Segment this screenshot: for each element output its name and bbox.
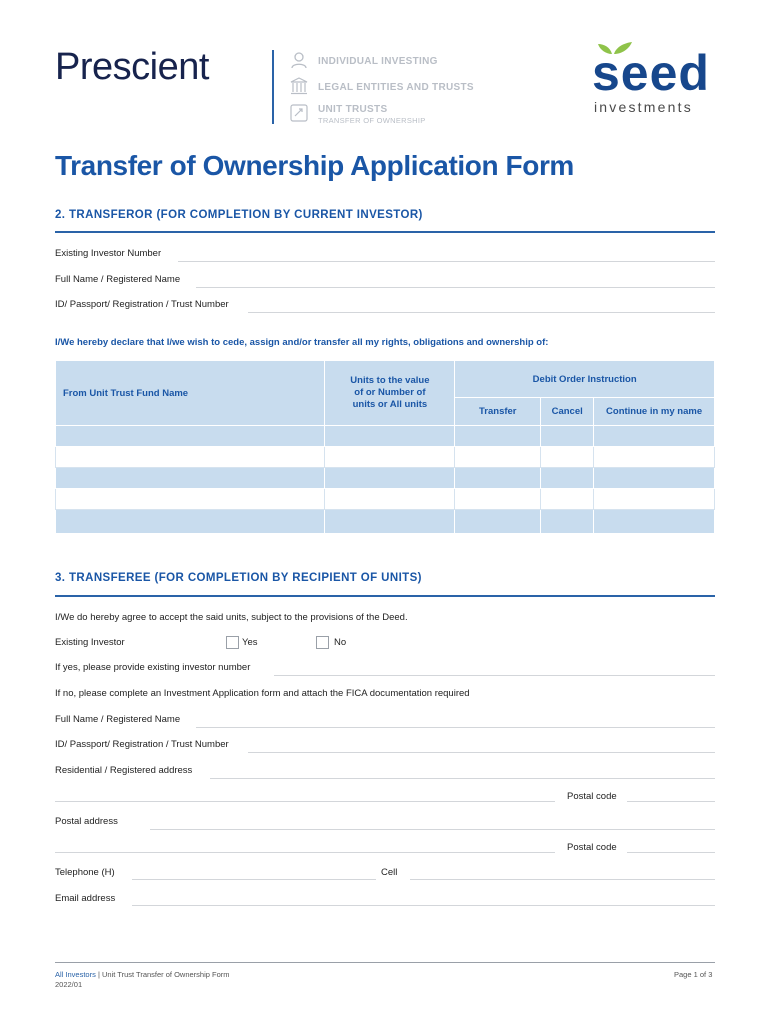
footer-link[interactable]: All Investors xyxy=(55,970,96,979)
transferee-full-name-field[interactable] xyxy=(196,727,715,728)
table-cell[interactable] xyxy=(325,468,455,489)
section-2-heading: 2. TRANSFEROR (FOR COMPLETION BY CURRENT INVESTOR) xyxy=(55,209,423,221)
page-title: Transfer of Ownership Application Form xyxy=(55,150,574,181)
transferee-id-field[interactable] xyxy=(248,752,715,753)
nav-unit-trusts: UNIT TRUSTS xyxy=(318,104,388,115)
col-continue: Continue in my name xyxy=(594,398,715,426)
full-name-label: Full Name / Registered Name xyxy=(55,274,181,285)
table-cell[interactable] xyxy=(56,426,325,447)
yes-label: Yes xyxy=(242,637,258,648)
table-row xyxy=(56,510,715,534)
footer-date: 2022/01 xyxy=(55,980,83,989)
table-cell[interactable] xyxy=(594,468,715,489)
email-label: Email address xyxy=(55,893,116,904)
telephone-field[interactable] xyxy=(132,879,376,880)
col-debit-order: Debit Order Instruction xyxy=(455,361,715,398)
table-cell[interactable] xyxy=(325,510,455,534)
seed-logo: seed xyxy=(592,45,710,101)
postal-address-label: Postal address xyxy=(55,816,118,827)
nav-individual-investing: INDIVIDUAL INVESTING xyxy=(318,56,438,67)
footer-doc-info xyxy=(55,970,230,979)
table-cell[interactable] xyxy=(325,447,455,468)
existing-investor-number-input[interactable] xyxy=(274,675,715,676)
telephone-label: Telephone (H) xyxy=(55,867,115,878)
full-name-field[interactable] xyxy=(196,287,715,288)
cell-field[interactable] xyxy=(410,879,715,880)
table-row xyxy=(56,489,715,510)
existing-investor-number-field[interactable] xyxy=(178,261,715,262)
id-number-field[interactable] xyxy=(248,312,715,313)
transfer-icon xyxy=(290,104,308,122)
table-row xyxy=(56,468,715,489)
table-cell[interactable] xyxy=(325,489,455,510)
nav-legal-entities: LEGAL ENTITIES AND TRUSTS xyxy=(318,82,474,93)
col-transfer: Transfer xyxy=(455,398,541,426)
residential-address-field[interactable] xyxy=(210,778,715,779)
section-3-heading: 3. TRANSFEREE (FOR COMPLETION BY RECIPIENT OF UNITS) xyxy=(55,572,422,584)
seed-logo-sub: investments xyxy=(594,99,693,115)
page-number: Page 1 of 3 xyxy=(674,970,713,979)
postal-code-field[interactable] xyxy=(627,852,715,853)
table-cell[interactable] xyxy=(455,426,541,447)
header-divider xyxy=(272,50,274,124)
residential-postal-code-label: Postal code xyxy=(567,791,617,802)
table-cell[interactable] xyxy=(541,426,594,447)
transferee-full-name-label: Full Name / Registered Name xyxy=(55,714,181,725)
building-icon xyxy=(290,77,308,95)
table-cell[interactable] xyxy=(594,426,715,447)
email-field[interactable] xyxy=(132,905,715,906)
table-cell[interactable] xyxy=(325,426,455,447)
if-yes-label: If yes, please provide existing investor number xyxy=(55,662,251,673)
col-fund-name: From Unit Trust Fund Name xyxy=(56,361,325,426)
table-cell[interactable] xyxy=(455,468,541,489)
postal-address-line-2[interactable] xyxy=(55,852,555,853)
postal-address-field[interactable] xyxy=(150,829,715,830)
table-cell[interactable] xyxy=(56,468,325,489)
cell-label: Cell xyxy=(381,867,398,878)
footer-rule xyxy=(55,962,715,963)
yes-checkbox[interactable] xyxy=(226,636,239,649)
table-cell[interactable] xyxy=(56,510,325,534)
section-2-rule xyxy=(55,231,715,233)
table-cell[interactable] xyxy=(541,447,594,468)
person-icon xyxy=(290,51,308,69)
residential-postal-code-field[interactable] xyxy=(627,801,715,802)
table-cell[interactable] xyxy=(594,489,715,510)
section-3-rule xyxy=(55,595,715,597)
col-cancel: Cancel xyxy=(541,398,594,426)
existing-investor-number-label: Existing Investor Number xyxy=(55,248,162,259)
table-cell[interactable] xyxy=(541,489,594,510)
footer-doc-name: | Unit Trust Transfer of Ownership Form xyxy=(97,970,230,979)
table-cell[interactable] xyxy=(594,447,715,468)
residential-address-line-2[interactable] xyxy=(55,801,555,802)
table-cell[interactable] xyxy=(541,510,594,534)
existing-investor-label: Existing Investor xyxy=(55,637,125,648)
table-cell[interactable] xyxy=(455,447,541,468)
table-cell[interactable] xyxy=(56,489,325,510)
no-label: No xyxy=(334,637,347,648)
col-units: Units to the value of or Number of units or All units xyxy=(325,361,455,426)
prescient-logo: Prescient xyxy=(55,46,209,88)
table-row xyxy=(56,426,715,447)
postal-code-label: Postal code xyxy=(567,842,617,853)
transferee-id-label: ID/ Passport/ Registration / Trust Number xyxy=(55,739,229,750)
fund-table xyxy=(55,360,715,534)
table-cell[interactable] xyxy=(541,468,594,489)
table-cell[interactable] xyxy=(455,510,541,534)
if-no-text: If no, please complete an Investment Application form and attach the FICA documentation required xyxy=(55,688,470,699)
declaration-text: I/We hereby declare that I/we wish to cede, assign and/or transfer all my rights, obligations and ownership of: xyxy=(55,337,549,348)
residential-address-label: Residential / Registered address xyxy=(55,765,193,776)
table-row xyxy=(56,447,715,468)
table-cell[interactable] xyxy=(594,510,715,534)
id-number-label: ID/ Passport/ Registration / Trust Number xyxy=(55,299,229,310)
table-cell[interactable] xyxy=(56,447,325,468)
agree-text: I/We do hereby agree to accept the said units, subject to the provisions of the Deed. xyxy=(55,612,408,623)
no-checkbox[interactable] xyxy=(316,636,329,649)
nav-unit-trusts-sub: TRANSFER OF OWNERSHIP xyxy=(318,116,426,125)
table-cell[interactable] xyxy=(455,489,541,510)
